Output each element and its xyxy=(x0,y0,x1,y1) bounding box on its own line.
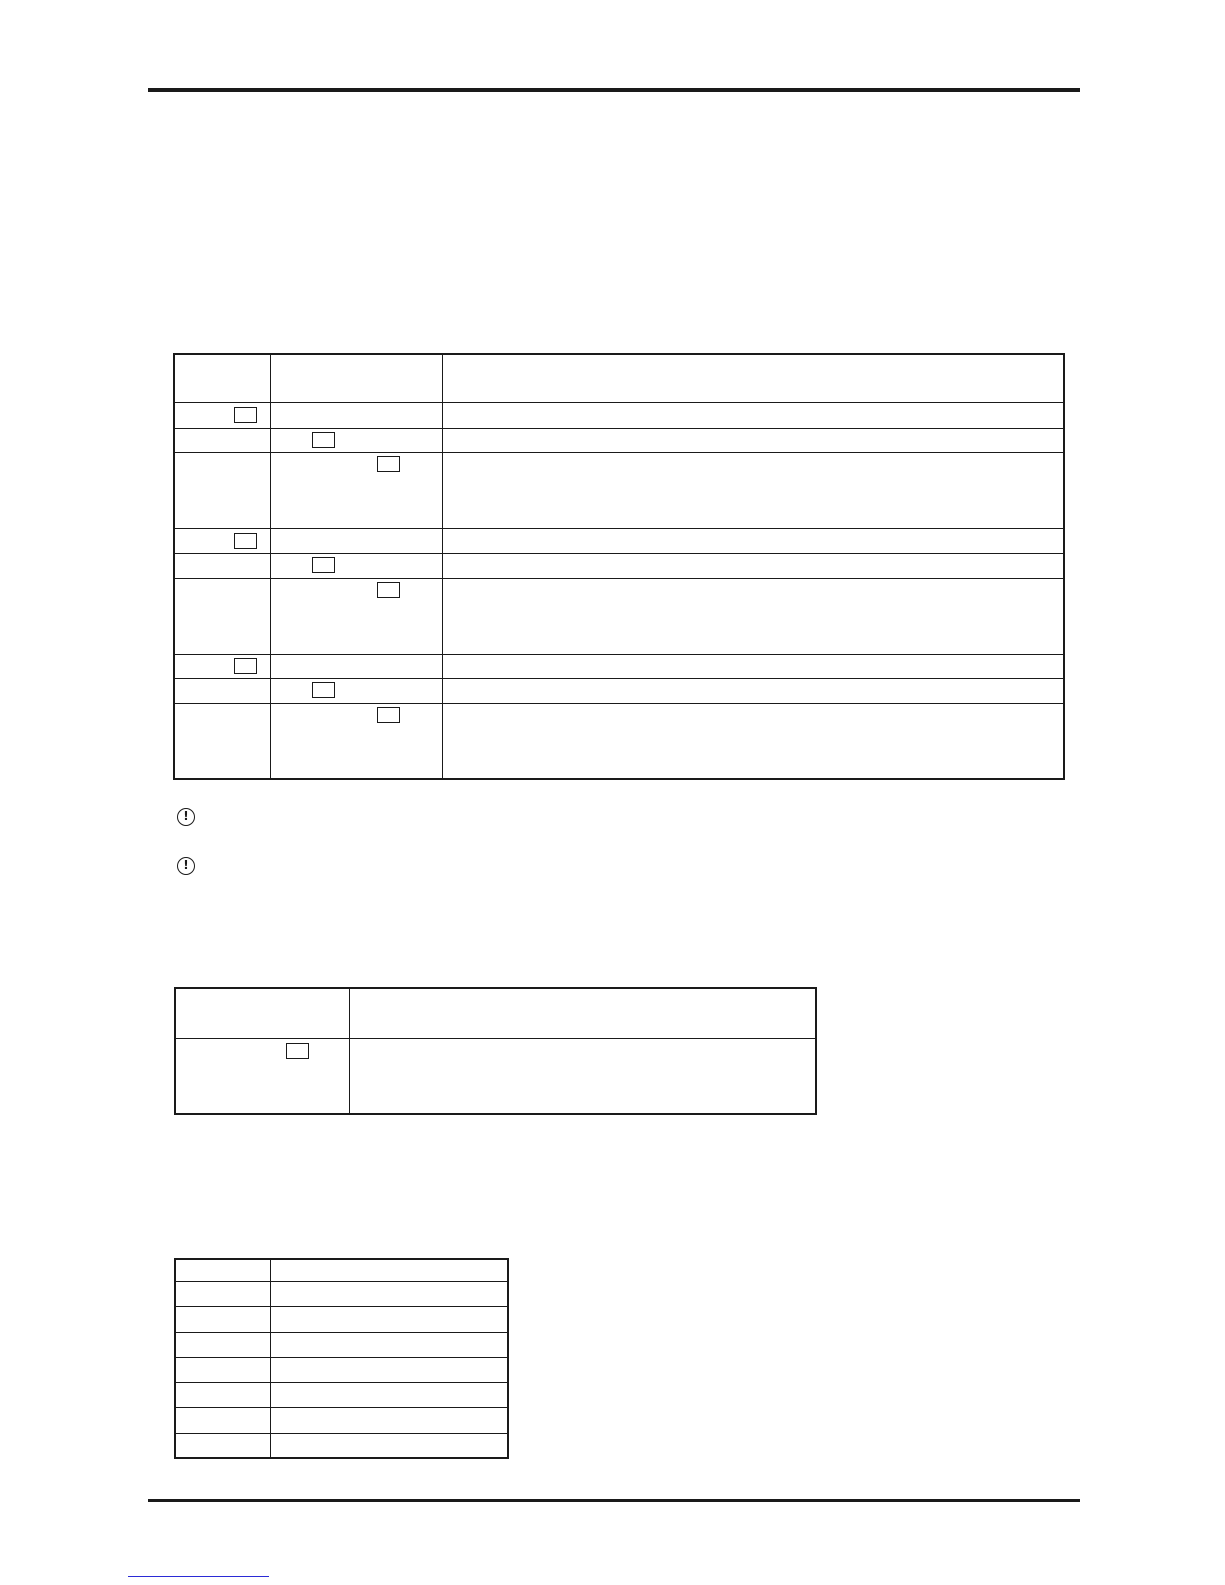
table-cell xyxy=(270,1281,508,1306)
table-cell xyxy=(270,354,442,402)
table-cell xyxy=(442,402,1064,428)
table-row xyxy=(174,703,1064,779)
table-row xyxy=(175,1038,816,1114)
table-row xyxy=(174,654,1064,678)
table-cell xyxy=(175,1407,270,1433)
table-cell xyxy=(174,354,270,402)
table-cell xyxy=(349,1038,816,1114)
table-row xyxy=(175,1357,508,1382)
table-row xyxy=(174,678,1064,703)
footer-link-underline[interactable] xyxy=(128,1576,269,1577)
table-cell xyxy=(174,678,270,703)
table-row xyxy=(175,1332,508,1357)
header-rule xyxy=(148,88,1080,92)
table-cell xyxy=(174,428,270,452)
table-row xyxy=(175,1407,508,1433)
footer-rule xyxy=(148,1499,1080,1502)
table-cell xyxy=(174,553,270,578)
key-box xyxy=(234,533,257,549)
table-cell xyxy=(270,678,442,703)
table-cell xyxy=(442,678,1064,703)
table-cell xyxy=(442,354,1064,402)
exclamation-circle-icon: ! xyxy=(177,857,195,875)
table-cell xyxy=(442,578,1064,654)
exclamation-circle-icon: ! xyxy=(177,808,195,826)
table-row xyxy=(175,1433,508,1458)
key-box xyxy=(377,456,400,472)
key-box xyxy=(234,407,257,423)
key-setting-table xyxy=(174,987,817,1115)
table-cell xyxy=(174,528,270,553)
table-cell xyxy=(175,1382,270,1407)
table-cell xyxy=(270,1259,508,1281)
table-cell xyxy=(174,452,270,528)
table-header-row xyxy=(174,354,1064,402)
key-box xyxy=(234,658,257,674)
table-row xyxy=(175,1306,508,1332)
table-row xyxy=(174,578,1064,654)
table-cell xyxy=(175,1332,270,1357)
table-cell xyxy=(270,528,442,553)
table-cell xyxy=(174,402,270,428)
key-box xyxy=(312,557,335,573)
table-cell xyxy=(175,1433,270,1458)
table-cell xyxy=(442,703,1064,779)
key-box xyxy=(377,582,400,598)
table-row xyxy=(175,1382,508,1407)
key-box xyxy=(286,1043,309,1059)
table-cell xyxy=(175,1259,270,1281)
table-cell xyxy=(175,1281,270,1306)
table-cell xyxy=(270,654,442,678)
table-cell xyxy=(270,1306,508,1332)
table-cell xyxy=(270,402,442,428)
table-cell xyxy=(270,1407,508,1433)
table-cell xyxy=(270,1357,508,1382)
table-row xyxy=(174,402,1064,428)
table-cell xyxy=(174,654,270,678)
table-cell xyxy=(349,988,816,1038)
table-cell xyxy=(270,553,442,578)
table-cell xyxy=(442,553,1064,578)
table-cell xyxy=(270,1382,508,1407)
table-cell xyxy=(174,703,270,779)
table-cell xyxy=(270,703,442,779)
key-function-table xyxy=(173,353,1065,780)
table-cell xyxy=(175,988,349,1038)
table-header-row xyxy=(175,988,816,1038)
table-cell xyxy=(270,1332,508,1357)
table-cell xyxy=(442,528,1064,553)
table-cell xyxy=(270,1433,508,1458)
table-cell xyxy=(270,578,442,654)
table-cell xyxy=(270,428,442,452)
table-cell xyxy=(175,1357,270,1382)
table-row xyxy=(175,1281,508,1306)
table-row xyxy=(174,553,1064,578)
table-cell xyxy=(175,1038,349,1114)
key-box xyxy=(377,707,400,723)
code-list-table xyxy=(174,1258,509,1459)
table-cell xyxy=(175,1306,270,1332)
table-header-row xyxy=(175,1259,508,1281)
table-cell xyxy=(270,452,442,528)
table-row xyxy=(174,528,1064,553)
table-row xyxy=(174,428,1064,452)
key-box xyxy=(312,682,335,698)
table-row xyxy=(174,452,1064,528)
table-cell xyxy=(442,428,1064,452)
key-box xyxy=(312,432,335,448)
table-cell xyxy=(442,452,1064,528)
table-cell xyxy=(442,654,1064,678)
table-cell xyxy=(174,578,270,654)
